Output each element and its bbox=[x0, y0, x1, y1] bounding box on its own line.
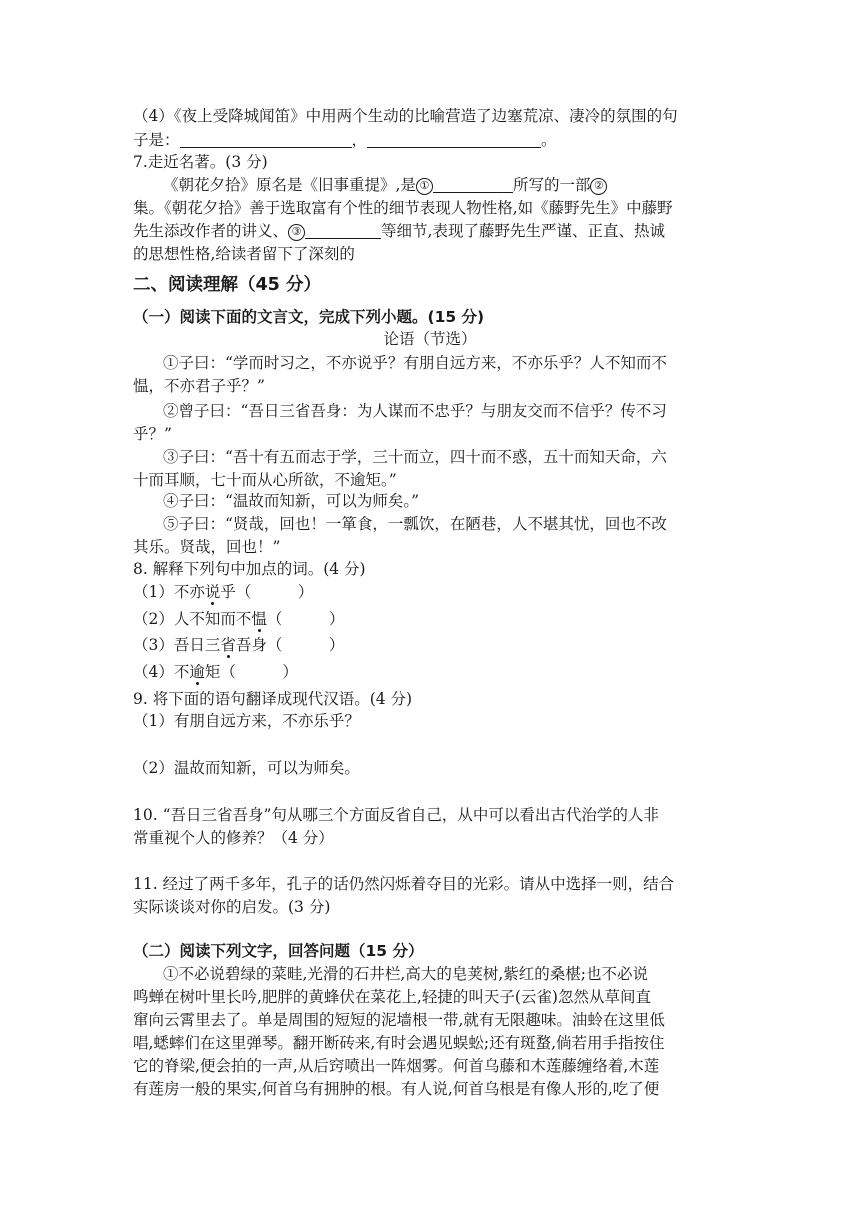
answer-blank-1[interactable] bbox=[180, 131, 352, 148]
modern-passage-line: ①不必说碧绿的菜畦,光滑的石井栏,高大的皂荚树,紫红的桑椹;也不必说 bbox=[163, 965, 649, 983]
answer-blank-detail[interactable] bbox=[305, 222, 381, 239]
question-7-line2 bbox=[133, 197, 733, 219]
answer-blank-2[interactable] bbox=[367, 131, 541, 148]
passage-para-2-cont: 乎？” bbox=[133, 425, 172, 443]
modern-passage-line: 唱,蟋蟀们在这里弹琴。翻开断砖来,有时会遇见蜈蚣;还有斑蝥,倘若用手指按住 bbox=[133, 1034, 665, 1052]
question-11-line1: 11. 经过了两千多年，孔子的话仍然闪烁着夺目的光彩。请从中选择一则，结合 bbox=[133, 875, 675, 893]
item-text: （2）人不知而不 bbox=[133, 610, 252, 628]
question-text: 等细节,表现了藤野先生严谨、正直、热诚 bbox=[381, 222, 665, 240]
dotted-word: 愠 bbox=[251, 610, 267, 628]
question-10-line2: 常重视个人的修养？（4 分） bbox=[133, 829, 334, 847]
question-9-item-2: （2）温故而知新，可以为师矣。 bbox=[133, 759, 360, 777]
item-text: （4）不 bbox=[133, 663, 190, 681]
punctuation: 。 bbox=[541, 131, 557, 149]
answer-brackets[interactable]: 乎（ ） bbox=[220, 583, 314, 601]
modern-passage-line: 鸣蝉在树叶里长吟,肥胖的黄蜂伏在菜花上,轻捷的叫天子(云雀)忽然从草间直 bbox=[133, 988, 651, 1006]
subsection-title-modern: （二）阅读下列文字，回答问题（15 分） bbox=[133, 942, 424, 960]
passage-para-3: ③子曰：“吾十有五而志于学，三十而立，四十而不惑，五十而知天命，六 bbox=[163, 448, 667, 466]
blank-marker-1: ① bbox=[416, 178, 433, 195]
dotted-word: 逾 bbox=[189, 663, 205, 681]
item-text: （1）不亦 bbox=[133, 583, 205, 601]
blank-marker-2: ② bbox=[590, 178, 607, 195]
question-8-item-3 bbox=[133, 634, 733, 656]
modern-passage-line: 有莲房一般的果实,何首乌有拥肿的根。有人说,何首乌根是有像人形的,吃了便 bbox=[133, 1080, 660, 1098]
answer-brackets[interactable]: 矩（ ） bbox=[204, 663, 298, 681]
answer-brackets[interactable]: （ ） bbox=[266, 610, 345, 628]
question-8-item-1 bbox=[133, 581, 733, 603]
punctuation: ， bbox=[351, 131, 368, 149]
dotted-word: 说 bbox=[204, 583, 221, 601]
passage-para-1-cont: 愠，不亦君子乎？” bbox=[133, 377, 265, 395]
passage-para-2: ②曾子曰：“吾日三省吾身：为人谋而不忠乎？与朋友交而不信乎？传不习 bbox=[163, 402, 667, 420]
question-text: 《朝花夕拾》原名是《旧事重提》,是 bbox=[163, 176, 416, 194]
passage-para-1: ①子曰：“学而时习之，不亦说乎？有朋自远方来，不亦乐乎？人不知而不 bbox=[163, 354, 667, 372]
dotted-word: 省 bbox=[220, 636, 236, 654]
subsection-title-classical: （一）阅读下面的文言文，完成下列小题。(15 分) bbox=[133, 308, 485, 326]
answer-brackets[interactable]: 吾身（ ） bbox=[235, 636, 345, 654]
question-8-title: 8. 解释下列句中加点的词。(4 分) bbox=[133, 560, 366, 578]
poem-question-4-line2 bbox=[133, 129, 733, 151]
passage-para-4: ④子曰：“温故而知新，可以为师矣。” bbox=[163, 492, 420, 510]
question-8-item-4 bbox=[133, 661, 733, 683]
passage-para-3-cont: 十而耳顺，七十而从心所欲，不逾矩。” bbox=[133, 471, 397, 489]
question-7-title bbox=[133, 151, 733, 173]
passage-para-5-cont: 其乐。贤哉，回也！” bbox=[133, 538, 281, 556]
question-7-line3 bbox=[133, 220, 733, 242]
question-7-line4 bbox=[133, 243, 733, 265]
poem-question-4-line1 bbox=[133, 105, 733, 127]
item-text: （3）吾日三 bbox=[133, 636, 221, 654]
question-11-line2: 实际谈谈对你的启发。(3 分) bbox=[133, 898, 331, 916]
question-10-line1: 10. “吾日三省吾身”句从哪三个方面反省自己，从中可以看出古代治学的人非 bbox=[133, 806, 659, 824]
modern-passage-line: 它的脊梁,便会拍的一声,从后窍喷出一阵烟雾。何首乌藤和木莲藤缠络着,木莲 bbox=[133, 1057, 660, 1075]
question-text: 先生添改作者的讲义、 bbox=[133, 222, 289, 240]
question-7-line1 bbox=[163, 174, 733, 196]
question-text: 所写的一部 bbox=[512, 176, 591, 194]
modern-passage-line: 窜向云霄里去了。单是周围的短短的泥墙根一带,就有无限趣味。油蛉在这里低 bbox=[133, 1011, 665, 1029]
passage-heading: 论语（节选） bbox=[383, 330, 477, 348]
answer-blank-author[interactable] bbox=[433, 176, 513, 193]
question-9-title: 9. 将下面的语句翻译成现代汉语。(4 分) bbox=[133, 690, 413, 708]
question-9-item-1: （1）有朋自远方来，不亦乐乎？ bbox=[133, 712, 360, 730]
passage-para-5: ⑤子曰：“贤哉，回也！一箪食，一瓢饮，在陋巷，人不堪其忧，回也不改 bbox=[163, 515, 667, 533]
question-title: 7.走近名著。(3 分) bbox=[133, 153, 268, 171]
question-text: 的思想性格,给读者留下了深刻的 bbox=[133, 245, 355, 263]
section-title-reading: 二、阅读理解（45 分） bbox=[133, 275, 321, 295]
question-8-item-2 bbox=[133, 608, 733, 630]
question-text: （4）《夜上受降城闻笛》中用两个生动的比喻营造了边塞荒凉、凄冷的氛围的句 bbox=[133, 107, 678, 125]
question-text: 集。《朝花夕拾》善于选取富有个性的细节表现人物性格,如《藤野先生》中藤野 bbox=[133, 199, 673, 217]
blank-marker-3: ③ bbox=[288, 224, 305, 241]
question-text: 子是： bbox=[133, 131, 180, 149]
